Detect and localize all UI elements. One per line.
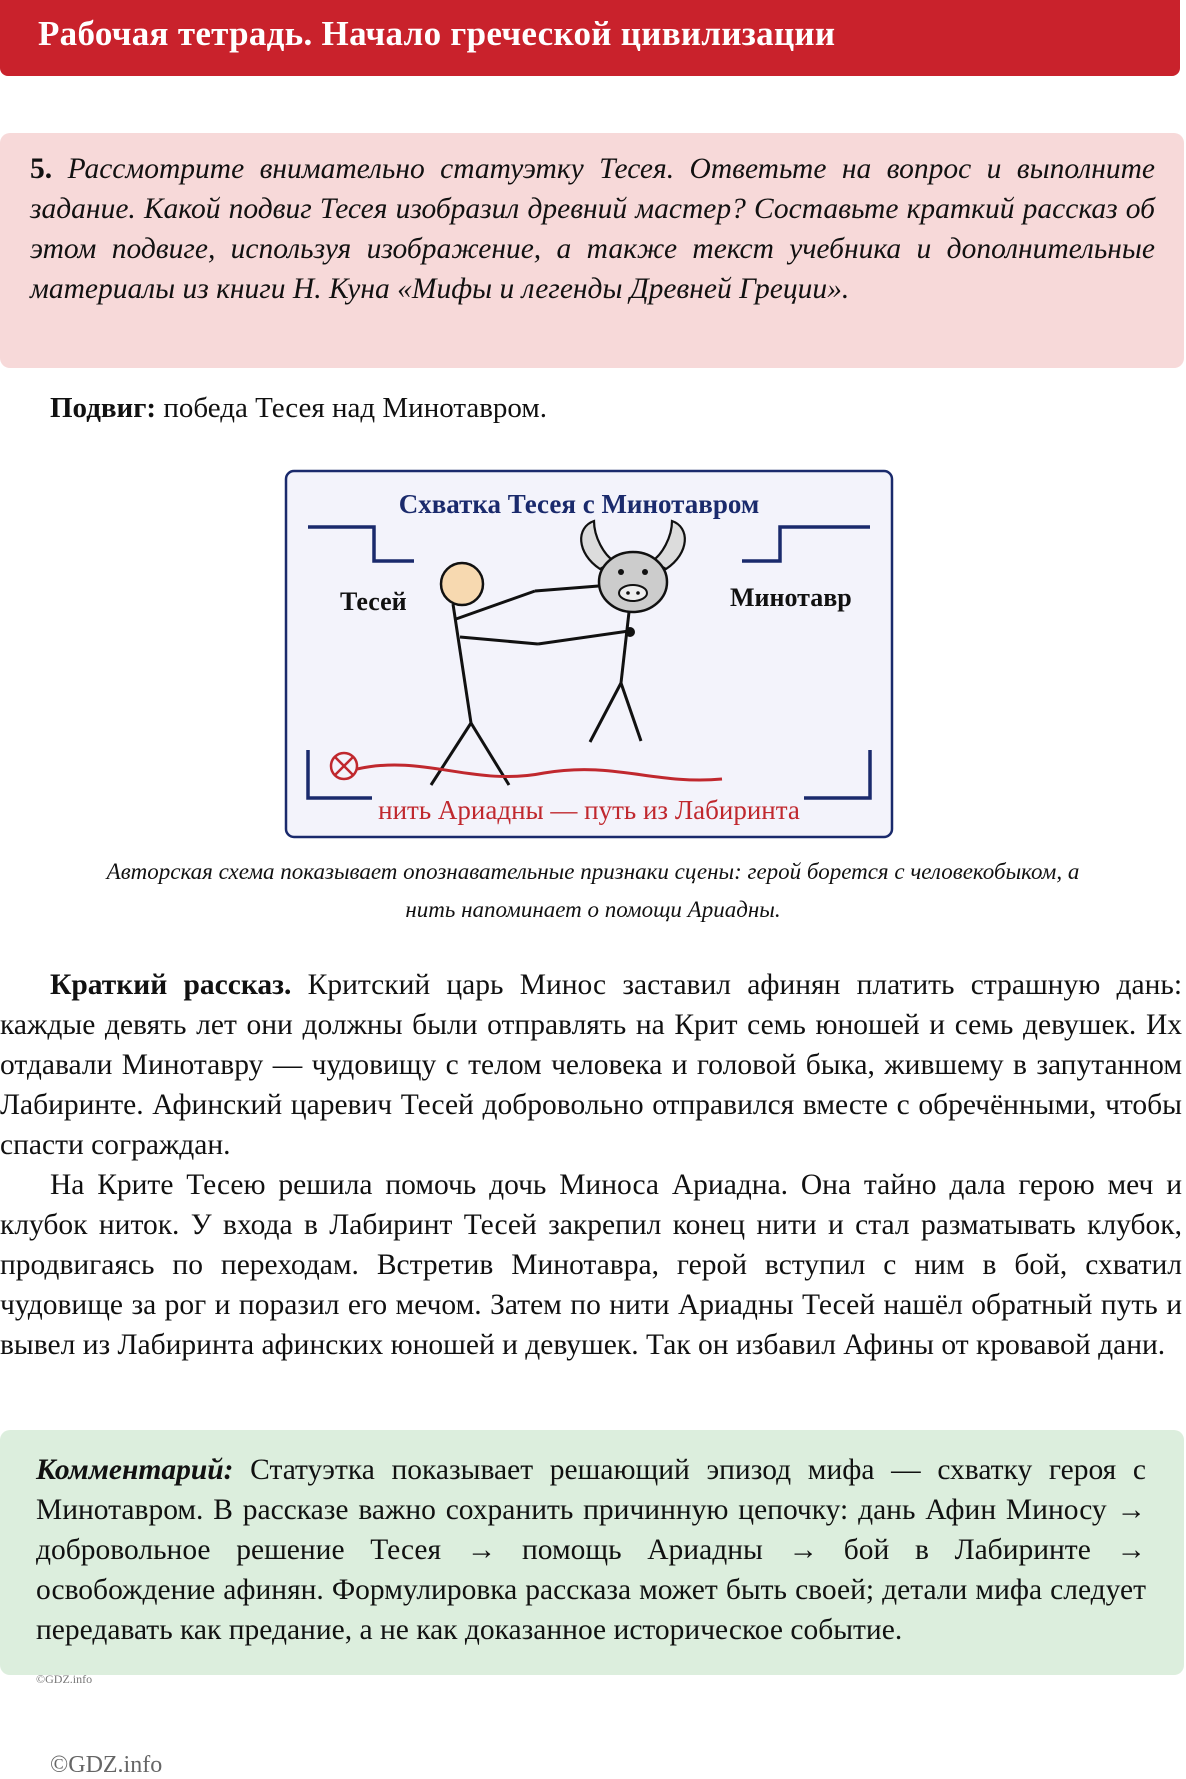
sword-tip [625,627,635,637]
comment-text [36,1450,1146,1650]
comment-label: Комментарий: [36,1454,234,1486]
small-watermark: ©GDZ.info [36,1672,93,1686]
hero-head-icon [441,563,483,605]
story-paragraph-2: На Крите Тесею решила помочь дочь Миноса Ариадна. Она тайно дала герою меч и клубок ниток. У входа в Лабиринт Тесей закрепил конец нити и стал разматывать клубок, продвигаясь по переходам. Встретив Минотавра, герой вступил с ним в бой, схватил чудовище за рог и поразил его мечом. Затем по нити Ариадны Тесей нашёл обратный путь и вывел из Лабиринта афинских юношей и девушек. Так он избавил Афины от кровавой дани. [0,1169,1182,1361]
diagram-title: Схватка Тесея с Минотавром [398,489,760,519]
story-label: Краткий рассказ. [50,969,292,1001]
story-text-1: Критский царь Минос заставил афинян платить страшную дань: каждые девять лет они должны были отправлять на Крит семь юношей и семь девушек. Их отдавали Минотавру — чудовищу с телом человека и головой быка, жившему в запутанном Лабиринте. Афинский царевич Тесей добровольно отправился вместе с обречёнными, чтобы спасти сограждан. [0,969,1183,1161]
footer-watermark: ©GDZ.info [50,1752,163,1778]
task-number: 5. [30,153,53,185]
task-body: Рассмотрите внимательно статуэтку Тесея. Ответьте на вопрос и выполните задание. Какой подвиг Тесея изобразил древний мастер? Составьте краткий рассказ об этом подвиге, используя изображение, а также текст учебника и дополнительные материалы из книги Н. Куна «Мифы и легенды Древней Греции». [30,153,1155,305]
answer-text: победа Тесея над Минотавром. [163,392,547,424]
diagram-caption [0,853,1186,929]
caption-line-2: нить напоминает о помощи Ариадны. [405,897,781,922]
comment-body: Статуэтка показывает решающий эпизод мифа — схватку героя с Минотавром. В рассказе важно сохранить причинную цепочку: дань Афин Миносу → добровольное решение Тесея → помощь Ариадны → бой в Лабиринте → освобождение афинян. Формулировка рассказа может быть своей; детали мифа следует передавать как предание, а не как доказанное историческое событие. [36,1454,1146,1646]
answer-line [50,392,547,425]
caption-line-1: Авторская схема показывает опознавательные признаки сцены: герой борется с человекобыком, а [106,859,1080,884]
page-header [0,0,1180,76]
theseus-label: Тесей [340,587,407,616]
story-paragraph-1 [0,965,1182,1165]
task-box [0,133,1184,368]
feat-diagram [284,469,894,839]
short-story [0,965,1182,1365]
comment-box [0,1430,1184,1675]
page-title: Рабочая тетрадь. Начало греческой цивилизации [38,14,836,53]
thread-label: нить Ариадны — путь из Лабиринта [378,795,800,825]
answer-label: Подвиг: [50,392,157,424]
task-text [30,149,1155,309]
minotaur-label: Минотавр [730,583,852,612]
